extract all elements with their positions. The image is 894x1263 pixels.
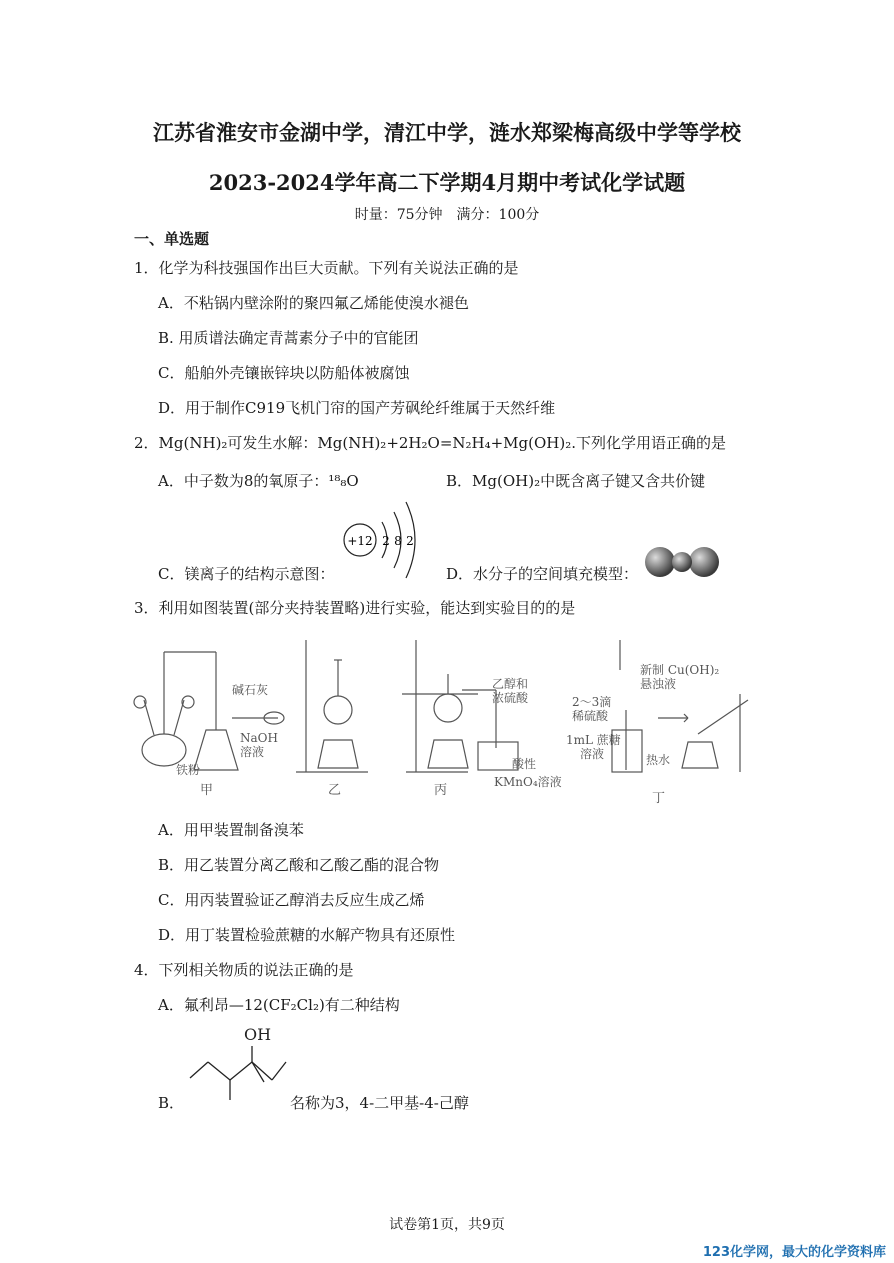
question-3-option-d: D．用丁装置检验蔗糖的水解产物具有还原性 bbox=[158, 926, 456, 944]
hexanol-skeletal-structure bbox=[186, 1024, 290, 1106]
label-apparatus-c: 丙 bbox=[434, 783, 448, 798]
label-apparatus-a: 甲 bbox=[200, 783, 214, 798]
question-3-option-b: B．用乙装置分离乙酸和乙酸乙酯的混合物 bbox=[158, 856, 440, 874]
question-3-option-a: A．用甲装置制备溴苯 bbox=[158, 821, 304, 839]
question-2-stem: 2．Mg(NH)₂可发生水解：Mg(NH)₂+2H₂O=N₂H₄+Mg(OH)₂.下列化学用语正确的是 bbox=[134, 434, 727, 452]
label-naoh-1: NaOH bbox=[240, 731, 278, 745]
question-4-option-b: B． bbox=[158, 1094, 185, 1112]
magnesium-ion-diagram bbox=[336, 500, 426, 580]
question-3-option-c: C．用丙装置验证乙醇消去反应生成乙烯 bbox=[158, 891, 425, 909]
label-naoh-2: 溶液 bbox=[240, 745, 265, 759]
label-apparatus-d: 丁 bbox=[652, 791, 666, 806]
apparatus-figure bbox=[128, 630, 768, 810]
question-3-stem: 3．利用如图装置(部分夹持装置略)进行实验，能达到实验目的的是 bbox=[134, 599, 576, 617]
label-kmno4-1: 酸性 bbox=[512, 757, 537, 771]
question-2-option-d: D．水分子的空间填充模型： bbox=[446, 565, 639, 583]
nucleus-charge: +12 bbox=[347, 534, 373, 548]
water-space-filling-model bbox=[644, 544, 722, 580]
label-kmno4-2: KMnO₄溶液 bbox=[494, 775, 562, 789]
label-ethanol-2: 浓硫酸 bbox=[492, 691, 529, 705]
label-hot-water: 热水 bbox=[646, 753, 671, 767]
label-soda-lime: 碱石灰 bbox=[232, 683, 269, 697]
label-sucrose-1: 1mL 蔗糖 bbox=[566, 733, 621, 747]
svg-text:2: 2 bbox=[382, 534, 390, 548]
section-heading: 一、单选题 bbox=[134, 230, 210, 248]
exam-title-line1: 江苏省淮安市金湖中学，清江中学，涟水郑梁梅高级中学等学校 bbox=[153, 120, 741, 145]
question-1-stem: 1．化学为科技强国作出巨大贡献。下列有关说法正确的是 bbox=[134, 259, 519, 277]
exam-title-line2: 2023-2024学年高二下学期4月期中考试化学试题 bbox=[208, 170, 686, 195]
label-cuoh-1: 新制 Cu(OH)₂ bbox=[640, 663, 720, 677]
question-2-option-b: B．Mg(OH)₂中既含离子键又含共价键 bbox=[446, 472, 706, 490]
question-1-option-a: A．不粘锅内壁涂附的聚四氟乙烯能使溴水褪色 bbox=[158, 294, 469, 312]
svg-text:2: 2 bbox=[406, 534, 414, 548]
svg-text:8: 8 bbox=[394, 534, 402, 548]
exam-meta: 时量：75分钟 满分：100分 bbox=[354, 207, 540, 223]
question-4-option-b-name: 名称为3，4-二甲基-4-己醇 bbox=[290, 1094, 469, 1112]
label-cuoh-2: 悬浊液 bbox=[640, 677, 677, 691]
page-footer: 试卷第1页，共9页 bbox=[389, 1217, 505, 1233]
question-2-option-c: C．镁离子的结构示意图： bbox=[158, 565, 335, 583]
question-4-stem: 4．下列相关物质的说法正确的是 bbox=[134, 961, 354, 979]
question-1-option-c: C．船舶外壳镶嵌锌块以防船体被腐蚀 bbox=[158, 364, 410, 382]
site-watermark: 123化学网，最大的化学资料库 bbox=[702, 1245, 886, 1260]
label-apparatus-b: 乙 bbox=[328, 783, 342, 798]
question-1-option-b: B. 用质谱法确定青蒿素分子中的官能团 bbox=[158, 329, 419, 347]
label-acid-1: 2～3滴 bbox=[572, 695, 612, 709]
hydroxyl-label: OH bbox=[244, 1025, 272, 1044]
label-ethanol-1: 乙醇和 bbox=[492, 677, 529, 691]
label-iron: 铁粉 bbox=[176, 763, 201, 777]
question-4-option-a: A．氟利昂—12(CF₂Cl₂)有二种结构 bbox=[158, 996, 400, 1014]
label-sucrose-2: 溶液 bbox=[580, 747, 605, 761]
question-2-option-a: A．中子数为8的氧原子：¹⁸₈O bbox=[158, 472, 359, 490]
label-acid-2: 稀硫酸 bbox=[572, 709, 609, 723]
question-1-option-d: D．用于制作C919飞机门帘的国产芳砜纶纤维属于天然纤维 bbox=[158, 399, 556, 417]
